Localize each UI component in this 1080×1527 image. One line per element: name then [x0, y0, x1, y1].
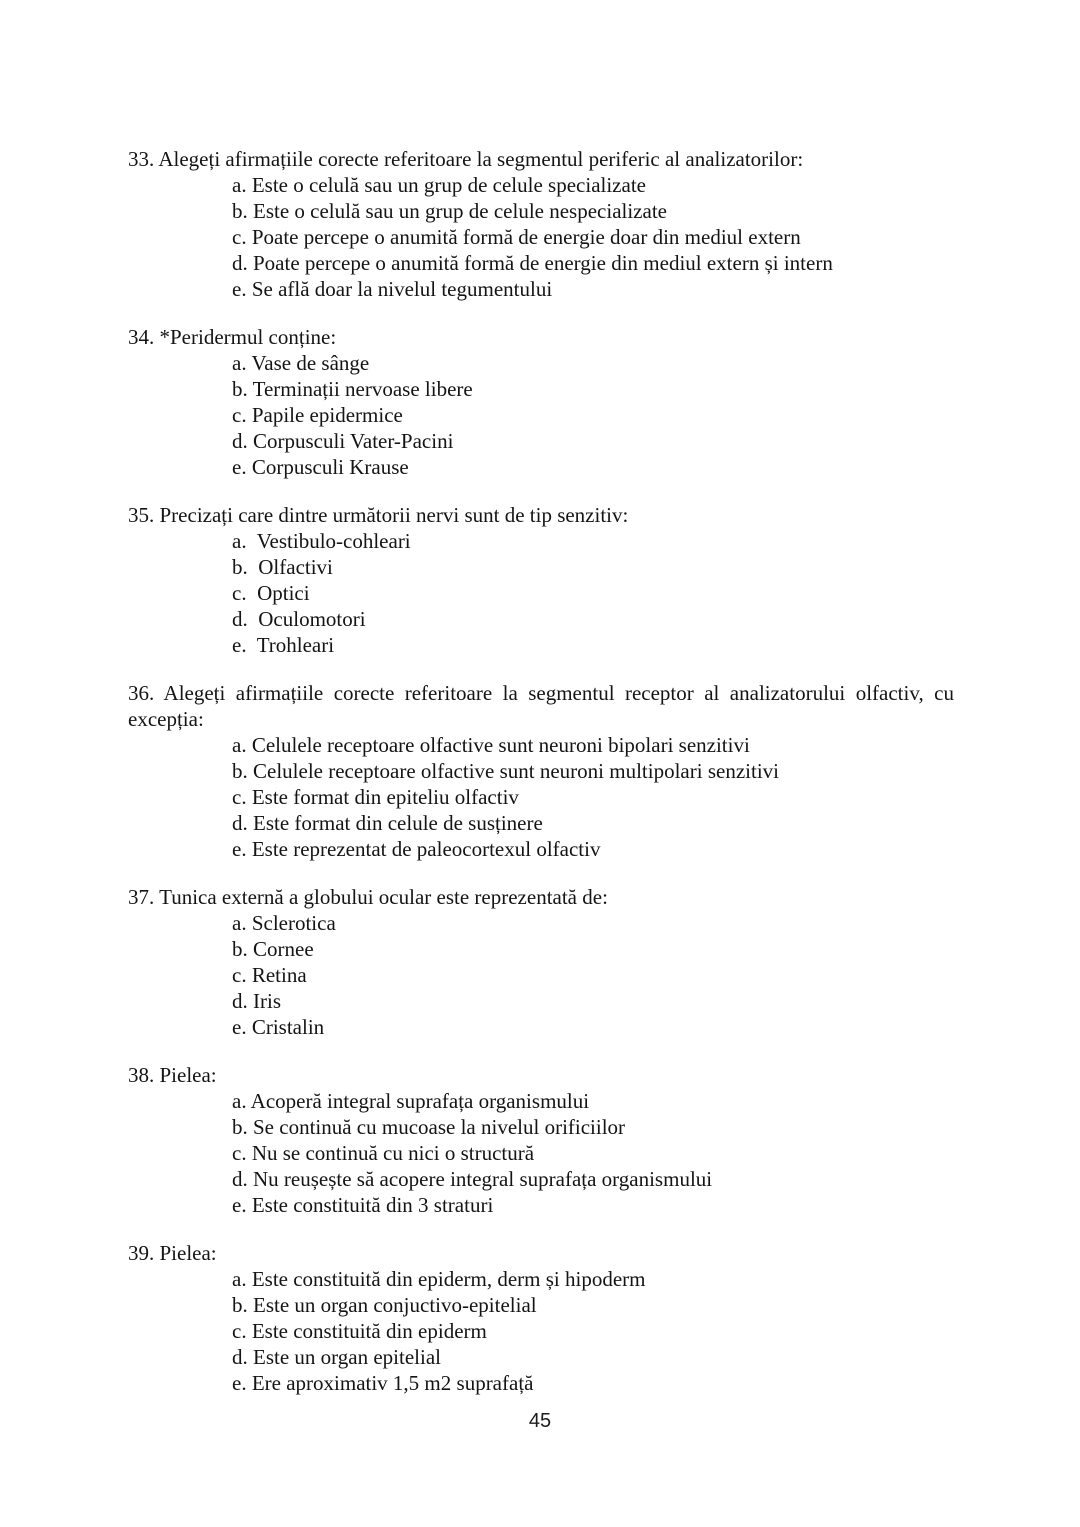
- question-option: c. Optici: [232, 581, 310, 605]
- question-option: c. Este format din epiteliu olfactiv: [232, 785, 519, 809]
- question-option: d. Nu reușește să acopere integral suprafața organismului: [232, 1167, 713, 1191]
- question-38: [128, 1062, 954, 1218]
- question-stem: 35. Precizați care dintre următorii nervi sunt de tip senzitiv:: [128, 503, 629, 527]
- question-option: e. Cristalin: [232, 1015, 325, 1039]
- question-34: [128, 324, 954, 480]
- question-option: e. Trohleari: [232, 633, 335, 657]
- question-option: a. Sclerotica: [232, 911, 336, 935]
- question-35: [128, 502, 954, 658]
- question-option: a. Vase de sânge: [232, 351, 370, 375]
- question-option: e. Se află doar la nivelul tegumentului: [232, 277, 553, 301]
- question-stem: 37. Tunica externă a globului ocular este reprezentată de:: [128, 885, 608, 909]
- question-option: b. Se continuă cu mucoase la nivelul orificiilor: [232, 1115, 626, 1139]
- question-option: c. Retina: [232, 963, 307, 987]
- question-option: e. Este constituită din 3 straturi: [232, 1193, 494, 1217]
- question-option: d. Este un organ epitelial: [232, 1345, 441, 1369]
- question-option: b. Terminații nervoase libere: [232, 377, 473, 401]
- question-39: [128, 1240, 954, 1396]
- question-option: a. Este o celulă sau un grup de celule specializate: [232, 173, 646, 197]
- question-option: d. Poate percepe o anumită formă de energie din mediul extern și intern: [232, 251, 833, 275]
- question-option: d. Este format din celule de susținere: [232, 811, 543, 835]
- page-number: 45: [528, 1410, 552, 1432]
- question-option: d. Corpusculi Vater-Pacini: [232, 429, 454, 453]
- question-option: b. Cornee: [232, 937, 314, 961]
- question-option: b. Este un organ conjuctivo-epitelial: [232, 1293, 537, 1317]
- question-option: b. Olfactivi: [232, 555, 333, 579]
- question-option: b. Celulele receptoare olfactive sunt neuroni multipolari senzitivi: [232, 759, 779, 783]
- question-option: a. Vestibulo-cohleari: [232, 529, 411, 553]
- question-option: c. Este constituită din epiderm: [232, 1319, 487, 1343]
- question-option: a. Acoperă integral suprafața organismului: [232, 1089, 590, 1113]
- question-option: c. Poate percepe o anumită formă de energie doar din mediul extern: [232, 225, 801, 249]
- question-option: a. Celulele receptoare olfactive sunt neuroni bipolari senzitivi: [232, 733, 750, 757]
- question-37: [128, 884, 954, 1040]
- question-stem: 36. Alegeți afirmațiile corecte referitoare la segmentul receptor al analizatorului olfactiv, cu excepția:: [128, 681, 960, 731]
- question-stem: 39. Pielea:: [128, 1241, 217, 1265]
- question-option: e. Corpusculi Krause: [232, 455, 409, 479]
- question-option: c. Nu se continuă cu nici o structură: [232, 1141, 535, 1165]
- question-option: d. Iris: [232, 989, 281, 1013]
- question-stem: 34. *Peridermul conține:: [128, 325, 337, 349]
- question-option: d. Oculomotori: [232, 607, 366, 631]
- question-option: b. Este o celulă sau un grup de celule nespecializate: [232, 199, 667, 223]
- question-option: c. Papile epidermice: [232, 403, 403, 427]
- question-option: a. Este constituită din epiderm, derm și hipoderm: [232, 1267, 646, 1291]
- question-option: e. Ere aproximativ 1,5 m2 suprafață: [232, 1371, 534, 1395]
- question-stem: 38. Pielea:: [128, 1063, 217, 1087]
- question-stem: 33. Alegeți afirmațiile corecte referitoare la segmentul periferic al analizatorilor:: [128, 147, 804, 171]
- question-36: [128, 680, 960, 862]
- question-33: [128, 146, 954, 302]
- question-option: e. Este reprezentat de paleocortexul olfactiv: [232, 837, 601, 861]
